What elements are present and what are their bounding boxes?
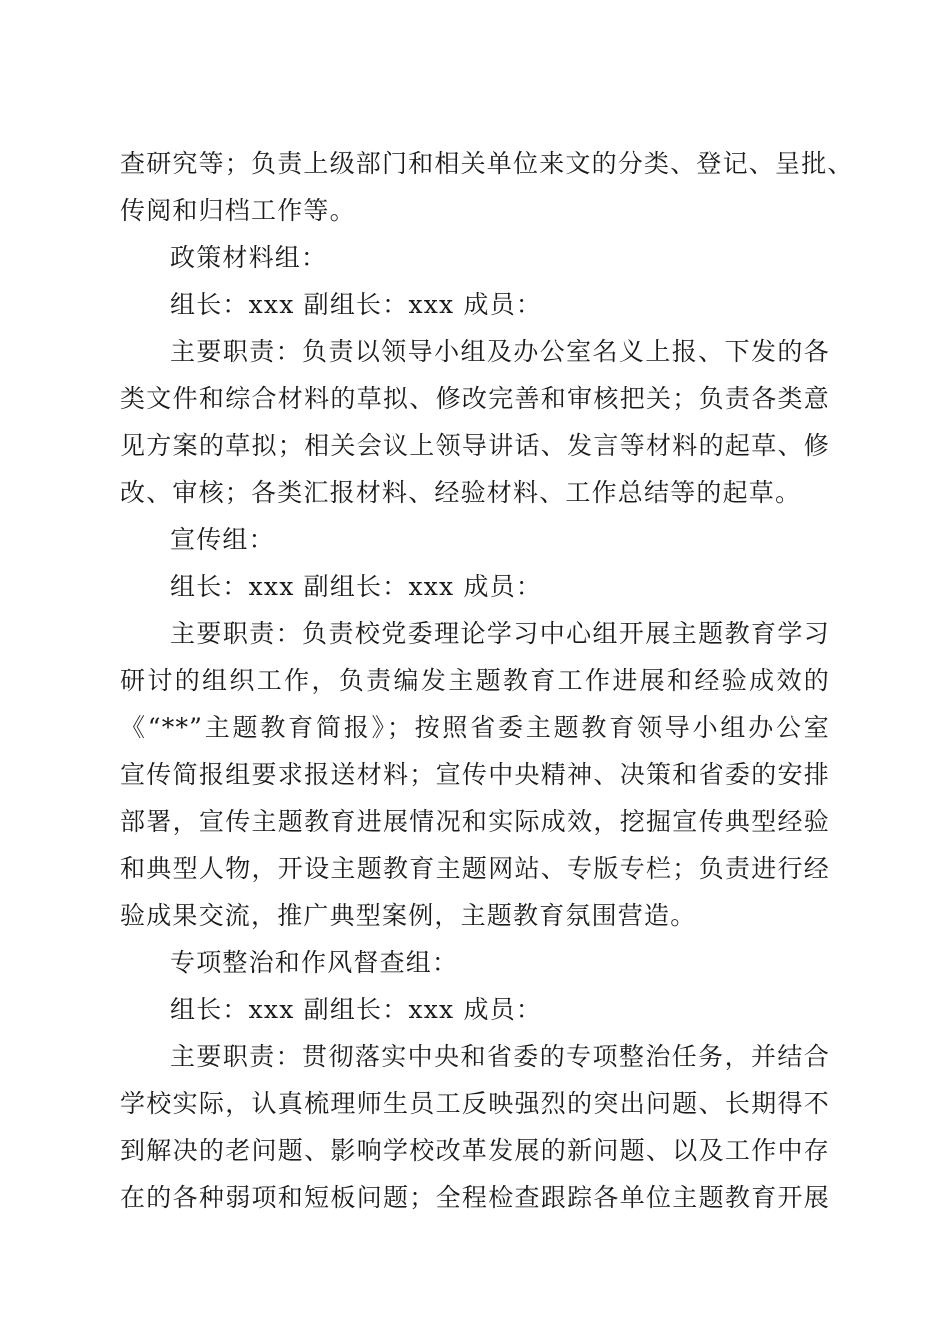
text-line: 验成果交流，推广典型案例，主题教育氛围营造。 (120, 901, 697, 930)
section-heading-rectification: 专项整治和作风督查组： (170, 948, 459, 977)
members-line: 组长：xxx 副组长：xxx 成员： (170, 290, 543, 319)
text-line: 主要职责：贯彻落实中央和省委的专项整治任务，并结合 (170, 1042, 830, 1071)
text-line: 见方案的草拟；相关会议上领导讲话、发言等材料的起草、修 (120, 431, 830, 460)
text-line: 主要职责：负责以领导小组及办公室名义上报、下发的各 (170, 337, 830, 366)
text-line: 在的各种弱项和短板问题；全程检查跟踪各单位主题教育开展 (120, 1183, 830, 1212)
text-line: 类文件和综合材料的草拟、修改完善和审核把关；负责各类意 (120, 384, 830, 413)
text-line: 研讨的组织工作，负责编发主题教育工作进展和经验成效的 (120, 666, 830, 695)
text-line: 传阅和归档工作等。 (120, 196, 356, 225)
section-heading-publicity: 宣传组： (170, 525, 275, 554)
members-line: 组长：xxx 副组长：xxx 成员： (170, 572, 543, 601)
section-heading-policy-materials: 政策材料组： (170, 243, 328, 272)
text-line: 查研究等；负责上级部门和相关单位来文的分类、登记、呈批、 (120, 149, 854, 178)
members-line: 组长：xxx 副组长：xxx 成员： (170, 995, 543, 1024)
text-line: 宣传简报组要求报送材料；宣传中央精神、决策和省委的安排 (120, 760, 830, 789)
text-line: 学校实际，认真梳理师生员工反映强烈的突出问题、长期得不 (120, 1089, 830, 1118)
text-line: 部署，宣传主题教育进展情况和实际成效，挖掘宣传典型经验 (120, 807, 830, 836)
text-line: 到解决的老问题、影响学校改革发展的新问题、以及工作中存 (120, 1136, 830, 1165)
text-line: 《“**”主题教育简报》；按照省委主题教育领导小组办公室 (120, 713, 830, 742)
text-line: 改、审核；各类汇报材料、经验材料、工作总结等的起草。 (120, 478, 802, 507)
text-line: 和典型人物，开设主题教育主题网站、专版专栏；负责进行经 (120, 854, 830, 883)
text-line: 主要职责：负责校党委理论学习中心组开展主题教育学习 (170, 619, 830, 648)
